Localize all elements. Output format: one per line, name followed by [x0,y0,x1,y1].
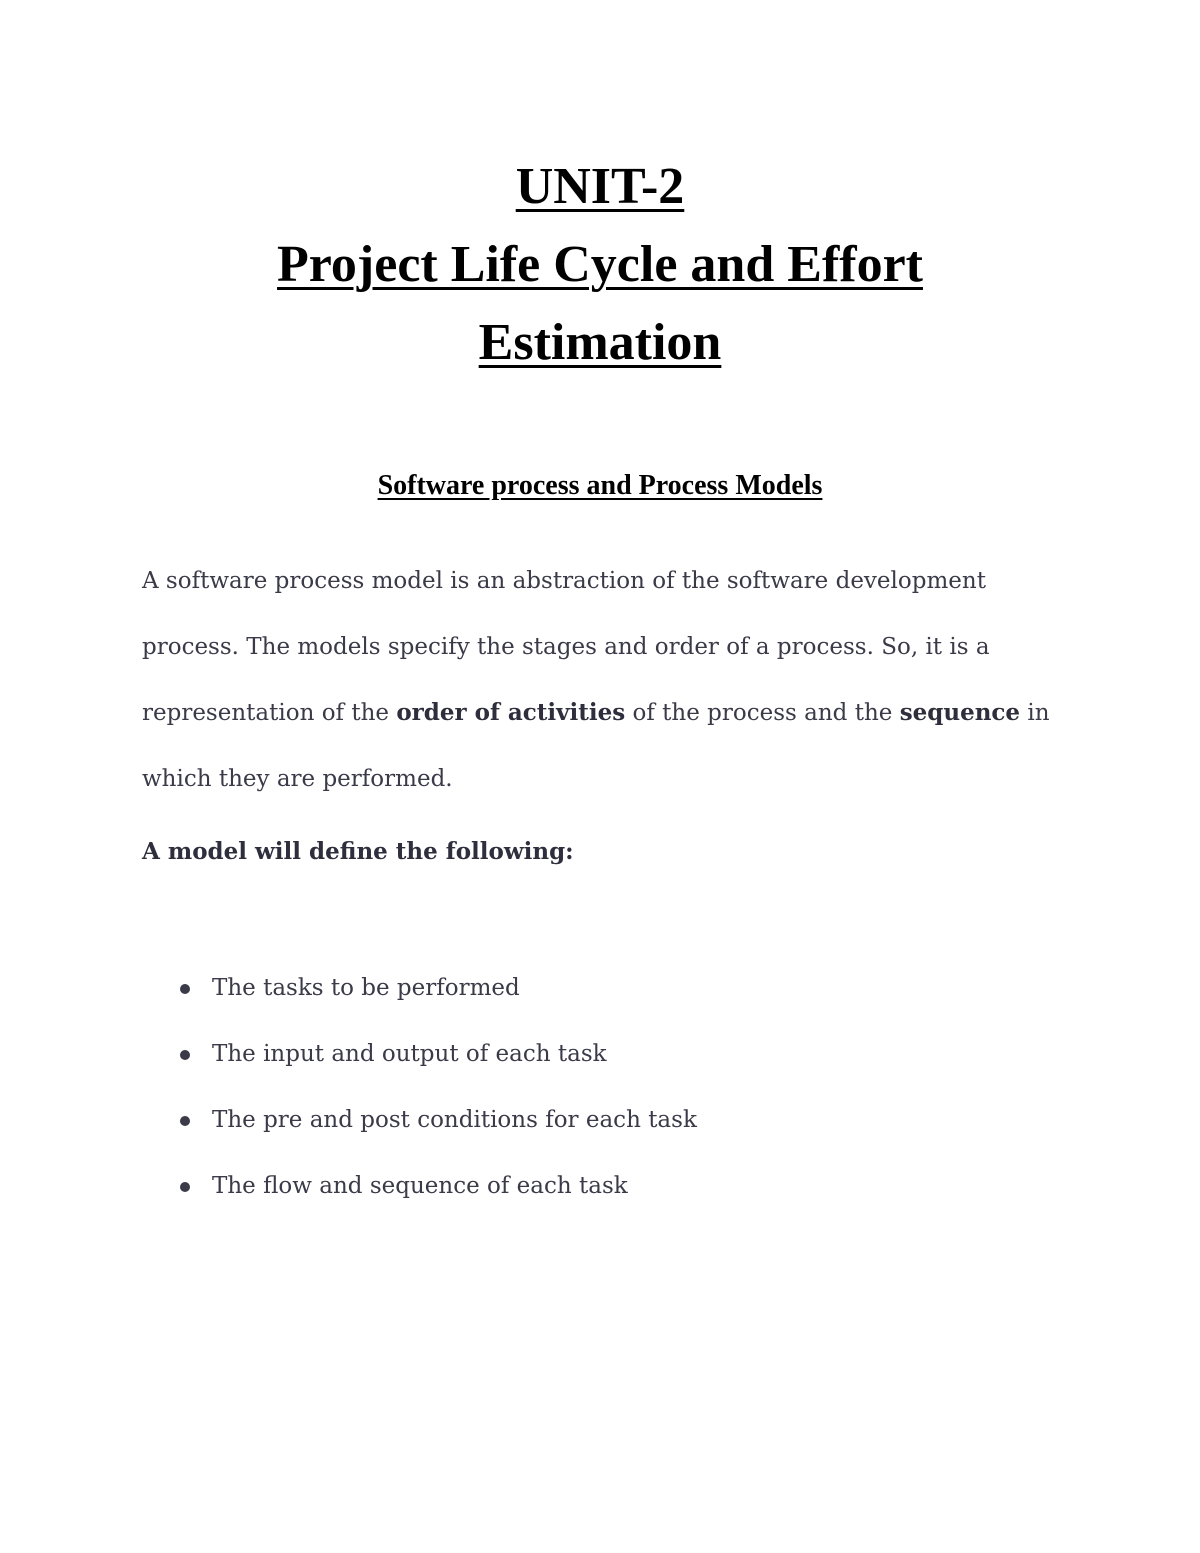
bullet-icon [180,1182,190,1192]
title-line-sub: Estimation [478,314,722,371]
paragraph-line: representation of the order of activities of the process and the sequence in [142,699,1050,726]
paragraph-line: A software process model is an abstraction of the software development [142,568,986,594]
model-heading: A model will define the following: [142,838,574,865]
paragraph-line: process. The models specify the stages and order of a process. So, it is a [142,634,990,660]
section-heading: Software process and Process Models [377,470,823,501]
title-line-unit: UNIT-2 [515,158,685,215]
bold-term-sequence: sequence [899,699,1021,726]
bullet-icon [180,1116,190,1126]
title-line-main: Project Life Cycle and Effort [277,236,923,293]
bold-term-order: order of activities [396,699,626,726]
bullet-icon [180,1050,190,1060]
intro-paragraph [142,548,1072,812]
document-title [0,148,1200,382]
document-page: UNIT-2 Project Life Cycle and Effort Estimation Software process and Process Models A software process model is an abstraction of the software development process. The models specify the stages and order of a process. So, it is a representation of the order of activities of the process and the sequence in which they are performed. A model will define the following: The tasks to be performed The input and output of each task The pre and post conditions for each task The flow and sequence of each task [0,0,1200,1553]
bullet-icon [180,984,190,994]
paragraph-line: which they are performed. [142,766,453,792]
